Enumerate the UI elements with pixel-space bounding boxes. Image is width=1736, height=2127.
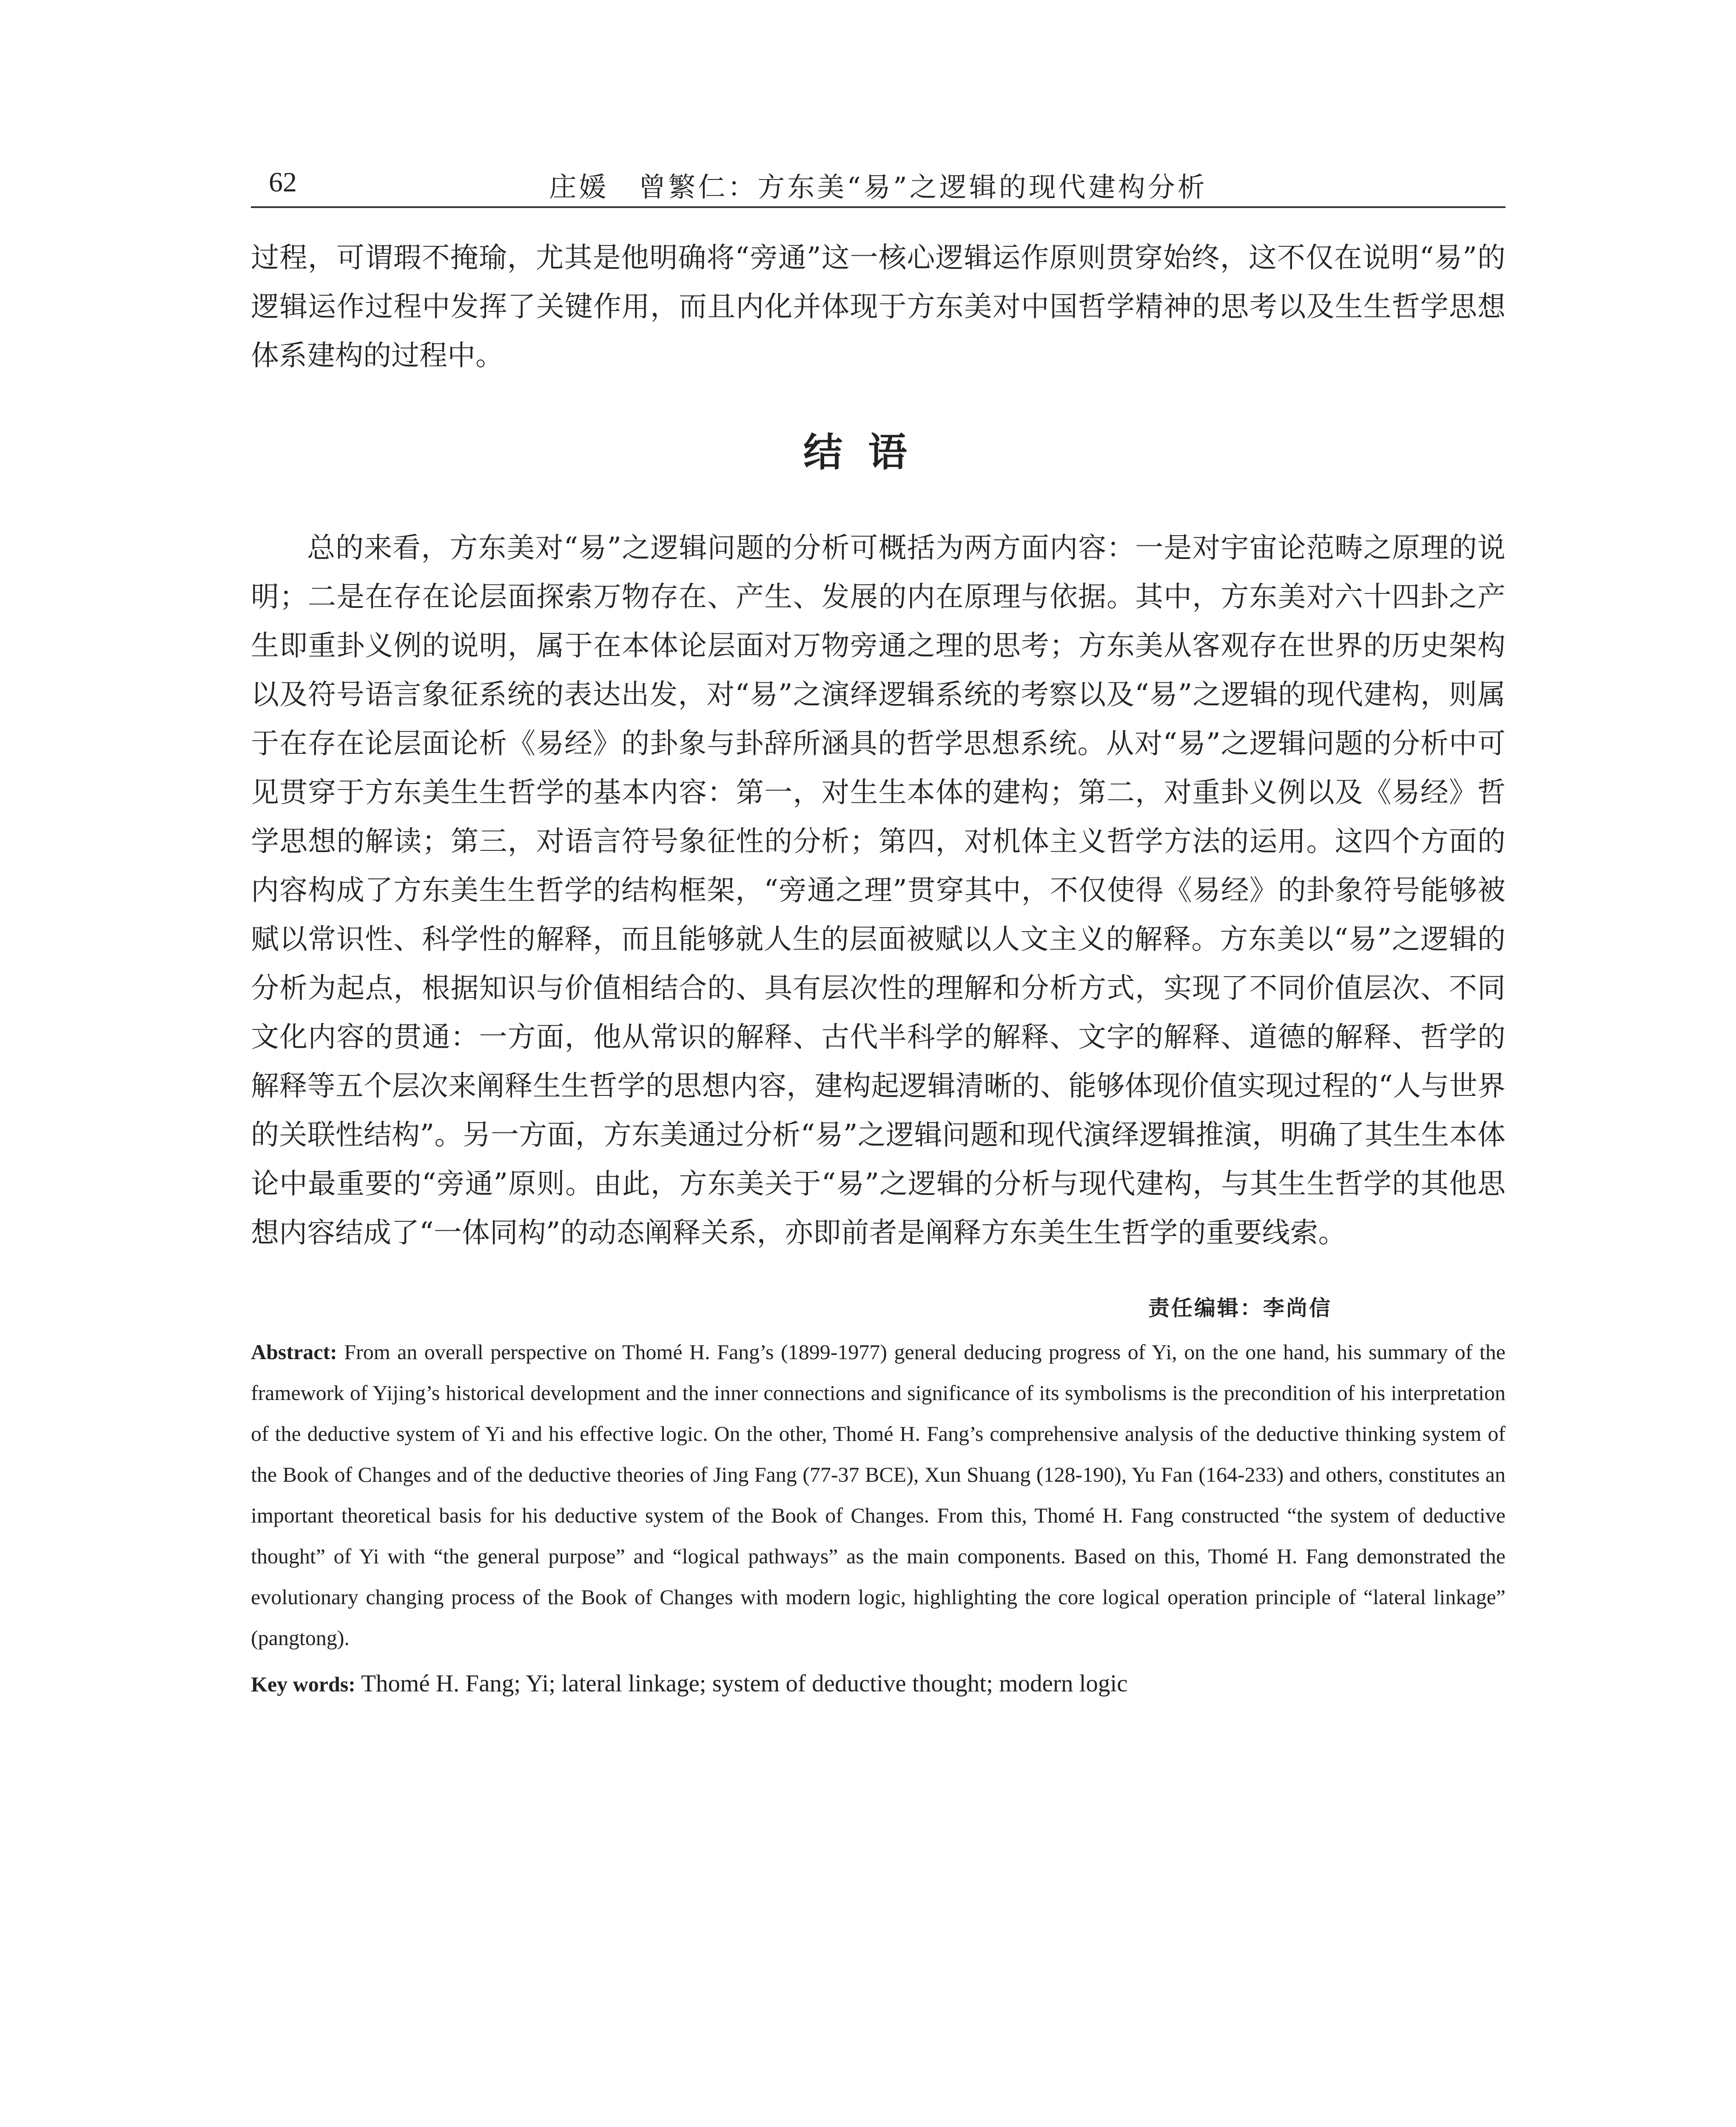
keywords-label: Key words: [251, 1672, 356, 1696]
page-number: 62 [269, 167, 297, 198]
responsible-editor: 责任编辑：李尚信 [1148, 1296, 1332, 1320]
section-heading: 结语 [803, 429, 933, 475]
keywords [251, 1663, 1505, 1705]
abstract [251, 1332, 1505, 1658]
abstract-text: From an overall perspective on Thomé H. Fang’s (1899-1977) general deducing progress of Yi, on the one hand, his summary of the framework of Yijing’s historical development and the inner connections and significance of its symbolisms is the precondition of his interpretation of the deductive system of Yi and his effective logic. On the other, Thomé H. Fang’s comprehensive analysis of the deductive thinking system of the Book of Changes and of the deductive theories of Jing Fang (77-37 BCE), Xun Shuang (128-190), Yu Fan (164-233) and others, constitutes an important theoretical basis for his deductive system of the Book of Changes. From this, Thomé H. Fang constructed “the system of deductive thought” of Yi with “the general purpose” and “logical pathways” as the main components. Based on this, Thomé H. Fang demonstrated the evolutionary changing process of the Book of Changes with modern logic, highlighting the core logical operation principle of “lateral linkage” (pangtong). [251, 1340, 1505, 1650]
conclusion-paragraph: 总的来看，方东美对“易”之逻辑问题的分析可概括为两方面内容：一是对宇宙论范畴之原理的说明；二是在存在论层面探索万物存在、产生、发展的内在原理与依据。其中，方东美对六十四卦之产生即重卦义例的说明，属于在本体论层面对万物旁通之理的思考；方东美从客观存在世界的历史架构以及符号语言象征系统的表达出发，对“易”之演绎逻辑系统的考察以及“易”之逻辑的现代建构，则属于在存在论层面论析《易经》的卦象与卦辞所涵具的哲学思想系统。从对“易”之逻辑问题的分析中可见贯穿于方东美生生哲学的基本内容：第一，对生生本体的建构；第二，对重卦义例以及《易经》哲学思想的解读；第三，对语言符号象征性的分析；第四，对机体主义哲学方法的运用。这四个方面的内容构成了方东美生生哲学的结构框架，“旁通之理”贯穿其中，不仅使得《易经》的卦象符号能够被赋以常识性、科学性的解释，而且能够就人生的层面被赋以人文主义的解释。方东美以“易”之逻辑的分析为起点，根据知识与价值相结合的、具有层次性的理解和分析方式，实现了不同价值层次、不同文化内容的贯通：一方面，他从常识的解释、古代半科学的解释、文字的解释、道德的解释、哲学的解释等五个层次来阐释生生哲学的思想内容，建构起逻辑清晰的、能够体现价值实现过程的“人与世界的关联性结构”。另一方面，方东美通过分析“易”之逻辑问题和现代演绎逻辑推演，明确了其生生本体论中最重要的“旁通”原则。由此，方东美关于“易”之逻辑的分析与现代建构，与其生生哲学的其他思想内容结成了“一体同构”的动态阐释关系，亦即前者是阐释方东美生生哲学的重要线索。 [251, 531, 1505, 1249]
running-title: 庄媛 曾繁仁：方东美“易”之逻辑的现代建构分析 [549, 172, 1207, 203]
intro-paragraph: 过程，可谓瑕不掩瑜，尤其是他明确将“旁通”这一核心逻辑运作原则贯穿始终，这不仅在说明“易”的逻辑运作过程中发挥了关键作用，而且内化并体现于方东美对中国哲学精神的思考以及生生哲学思想体系建构的过程中。 [251, 241, 1505, 372]
running-head [251, 164, 1505, 208]
abstract-label: Abstract: [251, 1340, 337, 1364]
keywords-text: Thomé H. Fang; Yi; lateral linkage; system of deductive thought; modern logic [361, 1670, 1128, 1697]
